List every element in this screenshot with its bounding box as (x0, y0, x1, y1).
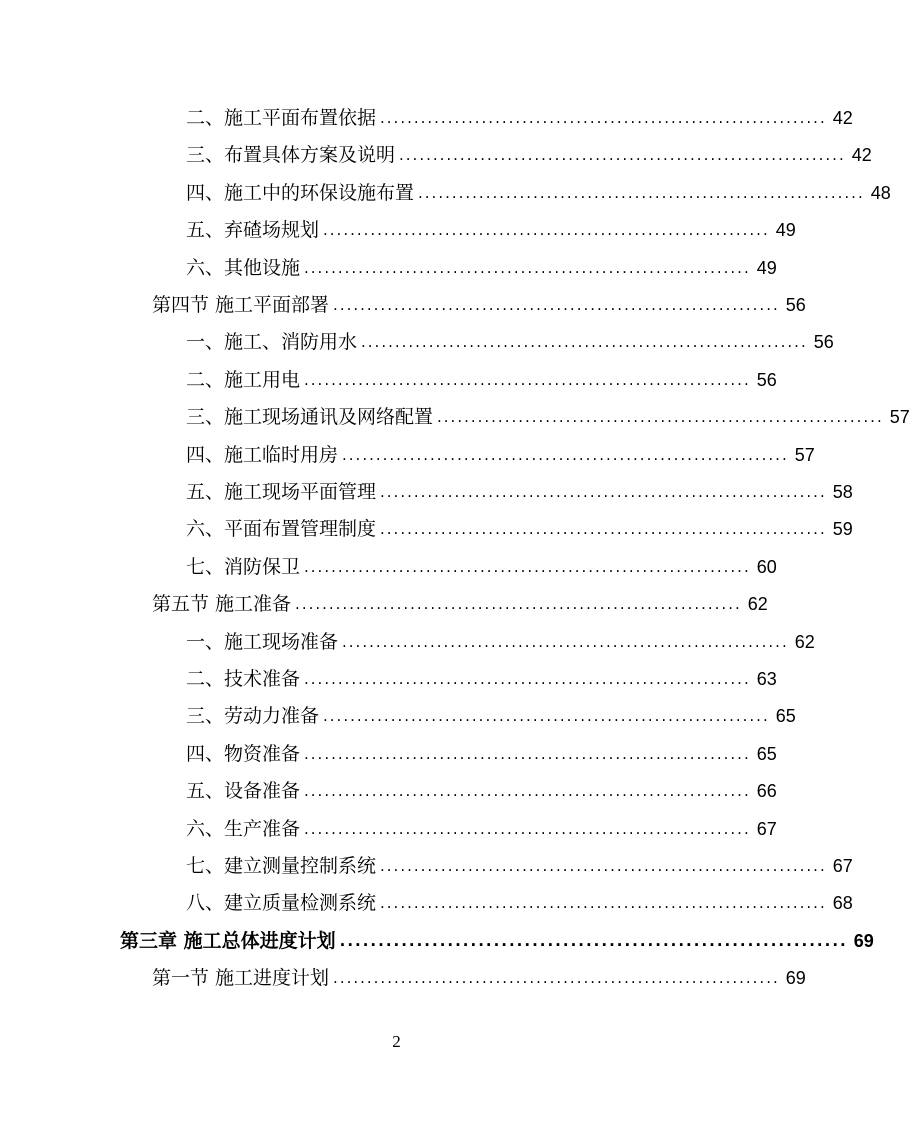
toc-leader-dots: .................................................................. (304, 819, 751, 838)
toc-leader-dots: .................................................................. (304, 670, 751, 688)
toc-leader-dots: .................................................................. (342, 445, 789, 464)
toc-entry[interactable] (152, 960, 806, 997)
toc-leader-dots: .................................................................. (380, 857, 827, 875)
toc-entry-label: 一、施工、消防用水 (186, 331, 358, 354)
toc-leader-dots: .................................................................. (304, 744, 751, 763)
toc-entry-label: 四、物资准备 (186, 742, 301, 765)
toc-entry[interactable] (186, 399, 910, 436)
toc-leader-dots: .................................................................. (304, 370, 751, 389)
toc-entry-label: 三、布置具体方案及说明 (186, 144, 396, 167)
toc-entry-label: 一、施工现场准备 (186, 630, 339, 653)
toc-entry[interactable] (186, 437, 815, 474)
toc-leader-dots: .................................................................. (418, 183, 865, 202)
toc-leader-dots: .................................................................. (380, 520, 827, 539)
toc-leader-dots: .................................................................. (295, 595, 742, 614)
toc-page-number: 57 (889, 407, 910, 428)
toc-entry-chapter[interactable] (120, 923, 874, 960)
toc-entry-label: 第一节 施工进度计划 (152, 967, 330, 990)
toc-entry[interactable] (186, 324, 834, 361)
toc-leader-dots: .................................................................. (333, 969, 780, 988)
toc-page-number: 62 (747, 594, 768, 615)
toc-entry-label: 七、建立测量控制系统 (186, 855, 377, 877)
toc-page-number: 69 (853, 930, 874, 951)
toc-page-number: 49 (775, 220, 796, 241)
toc-page-number: 67 (832, 856, 853, 876)
toc-page-number: 60 (756, 556, 777, 577)
toc-entry-label: 二、技术准备 (186, 668, 301, 690)
toc-entry-label: 五、弃碴场规划 (186, 219, 320, 242)
toc-entry[interactable] (186, 773, 777, 810)
toc-page-number: 68 (832, 893, 853, 914)
toc-page-number: 42 (851, 145, 872, 166)
toc-entry-label: 六、其他设施 (186, 256, 301, 279)
toc-page-number: 57 (794, 444, 815, 465)
toc-page-number: 56 (756, 369, 777, 390)
toc-entry-label: 三、施工现场通讯及网络配置 (186, 406, 434, 429)
toc-page-number: 56 (813, 332, 834, 353)
toc-entry[interactable] (186, 885, 853, 922)
toc-leader-dots: .................................................................. (304, 258, 751, 277)
toc-entry[interactable] (186, 848, 853, 885)
toc-leader-dots: .................................................................. (399, 146, 846, 165)
toc-page-number: 63 (756, 669, 777, 689)
toc-entry[interactable] (152, 586, 768, 623)
toc-page-number: 59 (832, 519, 853, 540)
toc-entry[interactable] (186, 549, 777, 586)
toc-leader-dots: .................................................................. (323, 221, 770, 240)
toc-entry[interactable] (186, 661, 777, 698)
toc-entry[interactable] (186, 250, 777, 287)
toc-entry-label: 七、消防保卫 (186, 555, 301, 578)
toc-entry[interactable] (186, 511, 853, 548)
toc-entry[interactable] (186, 100, 853, 137)
toc-page-number: 58 (832, 482, 853, 502)
toc-entry[interactable] (186, 212, 796, 249)
toc-entry[interactable] (186, 175, 891, 212)
toc-entry[interactable] (186, 698, 796, 735)
toc-leader-dots: .................................................................. (323, 707, 770, 726)
toc-page-number: 69 (785, 968, 806, 989)
toc-page-number: 56 (785, 295, 806, 315)
toc-entry-label: 五、施工现场平面管理 (186, 481, 377, 503)
toc-entry-label: 五、设备准备 (186, 780, 301, 803)
toc-entry-label: 第四节 施工平面部署 (152, 294, 330, 316)
toc-entry-label: 四、施工中的环保设施布置 (186, 181, 415, 204)
toc-page-number: 65 (756, 743, 777, 764)
toc-leader-dots: .................................................................. (339, 931, 848, 950)
toc-entry[interactable] (152, 287, 806, 324)
toc-entry-label: 第三章 施工总体进度计划 (120, 929, 336, 952)
toc-leader-dots: .................................................................. (333, 296, 780, 314)
toc-leader-dots: .................................................................. (380, 483, 827, 501)
toc-page-number: 62 (794, 631, 815, 652)
toc-leader-dots: .................................................................. (380, 894, 827, 913)
toc-leader-dots: .................................................................. (342, 632, 789, 651)
toc-leader-dots: .................................................................. (304, 782, 751, 801)
toc-entry-label: 六、生产准备 (186, 817, 301, 840)
toc-page-number: 48 (870, 182, 891, 203)
toc-leader-dots: .................................................................. (361, 333, 808, 352)
toc-entry[interactable] (186, 137, 872, 174)
toc-page-number: 42 (832, 108, 853, 128)
toc-leader-dots: .................................................................. (380, 109, 827, 127)
page-number-footer: 2 (392, 1032, 401, 1051)
toc-entry[interactable] (186, 474, 853, 511)
toc-entry-label: 二、施工用电 (186, 368, 301, 391)
toc-entry-label: 第五节 施工准备 (152, 593, 292, 616)
toc-entry[interactable] (186, 811, 777, 848)
toc-page-number: 65 (775, 706, 796, 727)
toc-page-number: 67 (756, 818, 777, 839)
toc-page-number: 66 (756, 781, 777, 802)
toc-entry[interactable] (186, 362, 777, 399)
toc-entry-label: 六、平面布置管理制度 (186, 518, 377, 541)
toc-leader-dots: .................................................................. (304, 557, 751, 576)
toc-entry-label: 二、施工平面布置依据 (186, 107, 377, 129)
toc-entry-label: 三、劳动力准备 (186, 705, 320, 728)
toc-entry-label: 八、建立质量检测系统 (186, 892, 377, 915)
toc-leader-dots: .................................................................. (437, 408, 884, 427)
toc-entry[interactable] (186, 624, 815, 661)
toc-entry-label: 四、施工临时用房 (186, 443, 339, 466)
toc-page-number: 49 (756, 257, 777, 278)
toc-entry[interactable] (186, 736, 777, 773)
